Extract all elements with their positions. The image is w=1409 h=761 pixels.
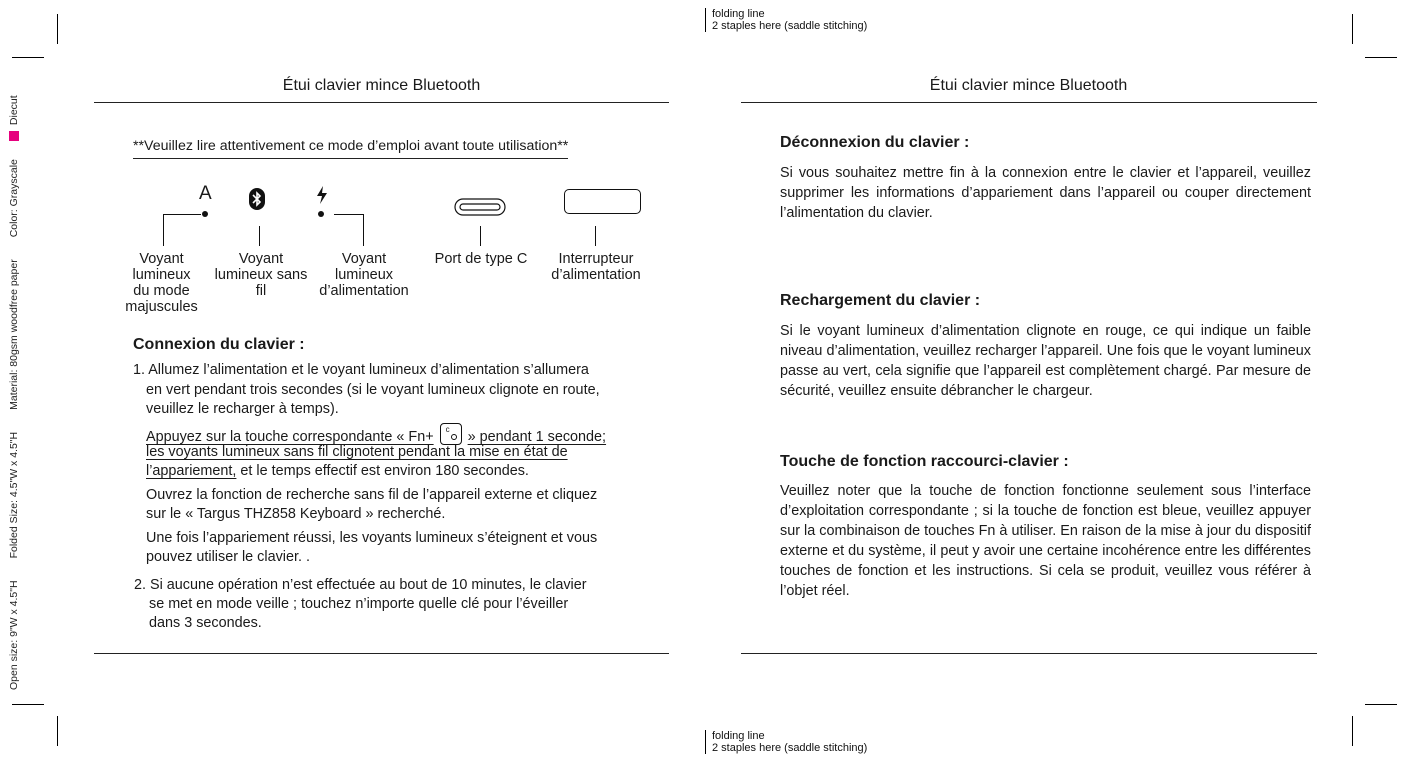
leader-line: [480, 226, 481, 246]
lightning-icon: [314, 185, 330, 205]
leader-line: [163, 214, 164, 246]
shortcut-title: Touche de fonction raccourci-clavier :: [780, 453, 1069, 470]
caps-lock-glyph: A: [199, 183, 212, 204]
left-page-header: Étui clavier mince Bluetooth: [282, 77, 481, 94]
caps-indicator-label: Voyant lumineux du mode majuscules: [125, 251, 198, 315]
right-header-rule: [741, 102, 1317, 103]
recharge-body: Si le voyant lumineux d’alimentation clignote en rouge, ce qui indique un faible niveau d’alimentation, veuillez recharger l’appareil. Une fois que le voyant lumineux passe au vert, cela signifie que l’appareil est complètement chargé. Par mesure de sécurité, veuillez ensuite débrancher le chargeur.: [780, 323, 1311, 399]
crop-mark: [57, 716, 58, 746]
crop-mark: [12, 704, 44, 705]
step-1-line-1: 1. Allumez l’alimentation et le voyant lumineux d’alimentation s’allumera: [133, 362, 589, 378]
bluetooth-icon: [248, 187, 266, 211]
fold-note-bottom: [705, 730, 867, 754]
done-line-2: pouvez utiliser le clavier. .: [146, 549, 310, 565]
connection-title: Connexion du clavier :: [133, 336, 305, 353]
open-size-label: Open size: 9"W x 4.5"H: [8, 580, 20, 690]
left-header-rule: [94, 102, 669, 103]
step-1-line-2: en vert pendant trois secondes (si le voyant lumineux clignote en route,: [146, 382, 600, 398]
crop-mark: [1365, 704, 1397, 705]
material-label: Material: 80gsm woodfree paper: [8, 259, 20, 410]
color-label: Color: Grayscale: [8, 159, 20, 238]
shortcut-body: Veuillez noter que la touche de fonction fonctionne seulement sous l’interface d’exploitation correspondante ; si la touche de fonction est bleue, veuillez appuyer sur la combinaison de touches Fn à utiliser. En raison de la mise à jour du dispositif externe et du système, il peut y avoir une certaine incohérence entre les différentes touches de fonction et les instructions. Si cela se produit, veuillez vous référer à l’objet réel.: [780, 483, 1311, 599]
step-2-line-1: 2. Si aucune opération n’est effectuée au bout de 10 minutes, le clavier: [134, 577, 587, 593]
disconnect-body: Si vous souhaitez mettre fin à la connexion entre le clavier et l’appareil, veuillez supprimer les informations d’appariement dans l’appareil ou couper directement l’alimentation du clavier.: [780, 165, 1311, 221]
usb-c-port-icon: [454, 198, 506, 216]
disconnect-title: Déconnexion du clavier :: [780, 134, 970, 151]
folded-size-label: Folded Size: 4.5"W x 4.5"H: [8, 431, 20, 559]
crop-mark: [1352, 14, 1353, 44]
usage-notice: **Veuillez lire attentivement ce mode d’emploi avant toute utilisation**: [133, 136, 568, 159]
done-line-1: Une fois l’appariement réussi, les voyants lumineux s’éteignent et vous: [146, 530, 598, 546]
diecut-swatch: [9, 131, 19, 141]
crop-mark: [1352, 716, 1353, 746]
leader-line: [163, 214, 201, 215]
search-line-2: sur le « Targus THZ858 Keyboard » recherché.: [146, 506, 446, 522]
power-indicator-label: Voyant lumineux d’alimentation: [319, 251, 409, 299]
pairing-line-2: les voyants lumineux sans fil clignotent pendant la mise en état de: [146, 444, 568, 460]
recharge-title: Rechargement du clavier :: [780, 292, 981, 309]
fold-line-label: folding line: [712, 8, 765, 20]
crop-mark: [57, 14, 58, 44]
search-line-1: Ouvrez la fonction de recherche sans fil de l’appareil externe et cliquez: [146, 487, 598, 503]
staples-label: 2 staples here (saddle stitching): [712, 742, 868, 754]
staples-label: 2 staples here (saddle stitching): [712, 20, 868, 32]
power-switch-icon: [564, 189, 641, 214]
power-indicator-dot: [318, 211, 324, 217]
pairing-text-b: » pendant 1 seconde;: [467, 429, 607, 445]
caps-indicator-dot: [202, 211, 208, 217]
crop-mark: [1365, 57, 1397, 58]
leader-line: [595, 226, 596, 246]
wireless-indicator-label: Voyant lumineux sans fil: [214, 251, 308, 299]
print-spec-strip: [6, 0, 22, 690]
leader-line: [259, 226, 260, 246]
pairing-line-3: l’appariement, et le temps effectif est environ 180 secondes.: [146, 463, 529, 479]
left-footer-rule: [94, 653, 669, 654]
leader-line: [334, 214, 364, 215]
step-2-line-3: dans 3 secondes.: [149, 615, 262, 631]
fold-note-top: [705, 8, 867, 32]
power-switch-label: Interrupteur d’alimentation: [551, 251, 641, 283]
step-2-line-2: se met en mode veille ; touchez n’importe quelle clé pour l’éveiller: [149, 596, 569, 612]
usb-c-port-label: Port de type C: [434, 251, 528, 267]
fold-line-label: folding line: [712, 730, 765, 742]
diecut-label: Diecut: [8, 95, 20, 126]
leader-line: [363, 214, 364, 246]
pairing-text-a: Appuyez sur la touche correspondante « Fn+: [146, 429, 434, 445]
step-1-line-3: veuillez le recharger à temps).: [146, 401, 339, 417]
connect-key-icon: c: [440, 423, 462, 445]
right-footer-rule: [741, 653, 1317, 654]
right-page-header: Étui clavier mince Bluetooth: [929, 77, 1128, 94]
